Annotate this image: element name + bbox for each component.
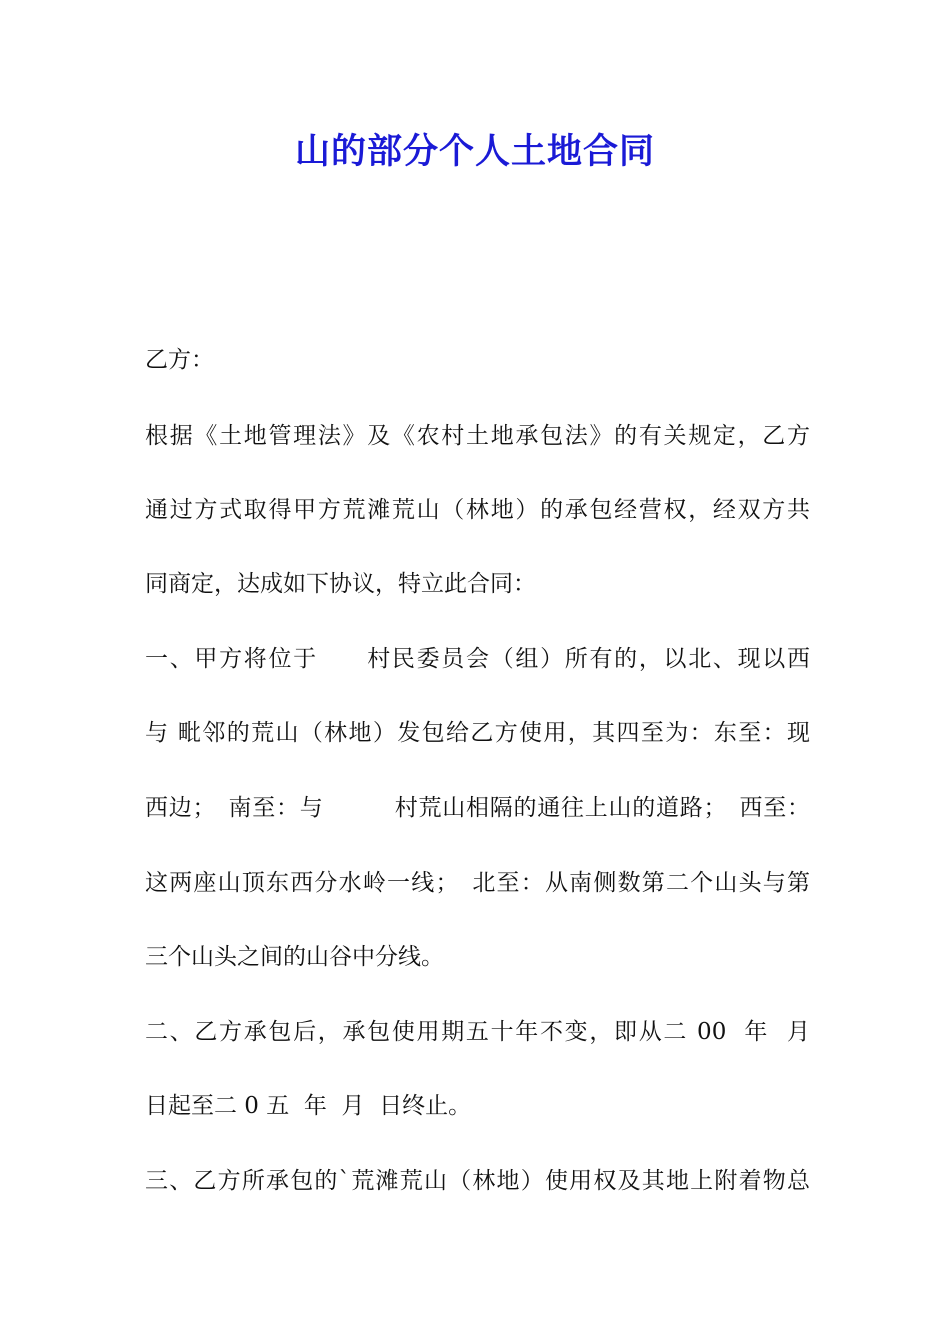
clause-1-line: 三个山头之间的山谷中分线。	[145, 944, 444, 970]
clause-1-line: 一、甲方将位于 村民委员会（组）所有的，以北、现以西	[145, 646, 810, 672]
document-title: 山的部分个人土地合同	[294, 132, 655, 172]
clause-2-line: 二、乙方承包后，承包使用期五十年不变，即从二 00 年 月	[145, 1019, 810, 1045]
party-b-label: 乙方：	[145, 347, 214, 373]
clause-2-line: 日起至二 0 五 年 月 日终止。	[145, 1093, 472, 1119]
paragraph-line: 通过方式取得甲方荒滩荒山（林地）的承包经营权，经双方共	[145, 497, 810, 523]
clause-3-line: 三、乙方所承包的`荒滩荒山（林地）使用权及其地上附着物总	[145, 1168, 810, 1194]
clause-1-line: 西边； 南至：与 村荒山相隔的通往上山的道路； 西至：	[145, 795, 810, 821]
clause-1-line: 与 毗邻的荒山（林地）发包给乙方使用，其四至为：东至：现	[145, 720, 810, 746]
paragraph-line: 同商定，达成如下协议，特立此合同：	[145, 571, 536, 597]
clause-1-line: 这两座山顶东西分水岭一线； 北至：从南侧数第二个山头与第	[145, 870, 810, 896]
paragraph-line: 根据《土地管理法》及《农村土地承包法》的有关规定，乙方	[145, 423, 810, 449]
